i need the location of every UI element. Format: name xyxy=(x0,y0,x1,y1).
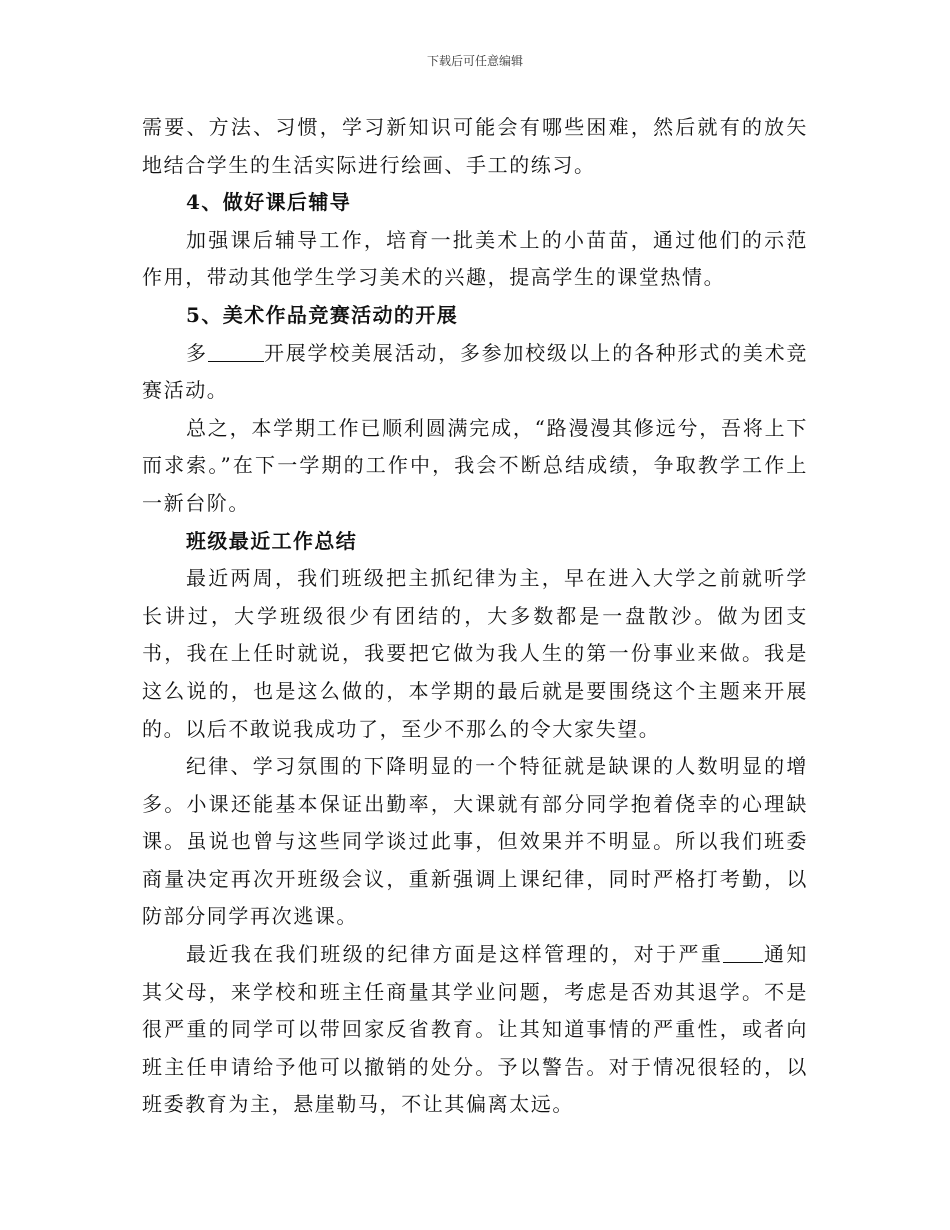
paragraph-discipline-focus: 最近两周，我们班级把主抓纪律为主，早在进入大学之前就听学长讲过，大学班级很少有团结的，大多数都是一盘散沙。做为团支书，我在上任时就说，我要把它做为我人生的第一份事业来做。我是这么说的，也是这么做的，本学期的最后就是要围绕这个主题来开展的。以后不敢说我成功了，至少不那么的令大家失望。 xyxy=(142,566,808,741)
paragraph-methods: 需要、方法、习惯，学习新知识可能会有哪些困难，然后就有的放矢地结合学生的生活实际进行绘画、手工的练习。 xyxy=(142,115,808,177)
paragraph-attendance: 纪律、学习氛围的下降明显的一个特征就是缺课的人数明显的增多。小课还能基本保证出勤率，大课就有部分同学抱着侥幸的心理缺课。虽说也曾与这些同学谈过此事，但效果并不明显。所以我们班委商量决定再次开班级会议，重新强调上课纪律，同时严格打考勤，以防部分同学再次逃课。 xyxy=(142,754,808,929)
competition-text-start: 多 xyxy=(186,340,208,365)
paragraph-conclusion: 总之，本学期工作已顺利圆满完成，“路漫漫其修远兮，吾将上下而求索。”在下一学期的工作中，我会不断总结成绩，争取教学工作上一新台阶。 xyxy=(142,415,808,515)
management-text-start: 最近我在我们班级的纪律方面是这样管理的，对于严重 xyxy=(186,942,724,967)
blank-underline xyxy=(723,942,763,963)
paragraph-tutoring: 加强课后辅导工作，培育一批美术上的小苗苗，通过他们的示范作用，带动其他学生学习美术的兴趣，提高学生的课堂热情。 xyxy=(142,227,808,290)
paragraph-competition xyxy=(142,335,808,410)
management-text-rest: 通知其父母，来学校和班主任商量其学业问题，考虑是否劝其退学。不是很严重的同学可以带回家反省教育。让其知道事情的严重性，或者向班主任申请给予他可以撤销的处分。予以警告。对于情况很轻的，以班委教育为主，悬崖勒马，不让其偏离太远。 xyxy=(142,942,809,1117)
heading-art-competition: 5、美术作品竞赛活动的开展 xyxy=(186,302,459,327)
competition-text-rest: 开展学校美展活动，多参加校级以上的各种形式的美术竞赛活动。 xyxy=(142,340,809,403)
blank-underline xyxy=(208,341,264,362)
document-body xyxy=(142,109,808,1124)
page-header: 下载后可任意编辑 xyxy=(426,54,523,68)
heading-class-summary: 班级最近工作总结 xyxy=(186,528,358,553)
paragraph-management xyxy=(142,936,808,1124)
heading-after-class-tutoring: 4、做好课后辅导 xyxy=(186,190,352,215)
